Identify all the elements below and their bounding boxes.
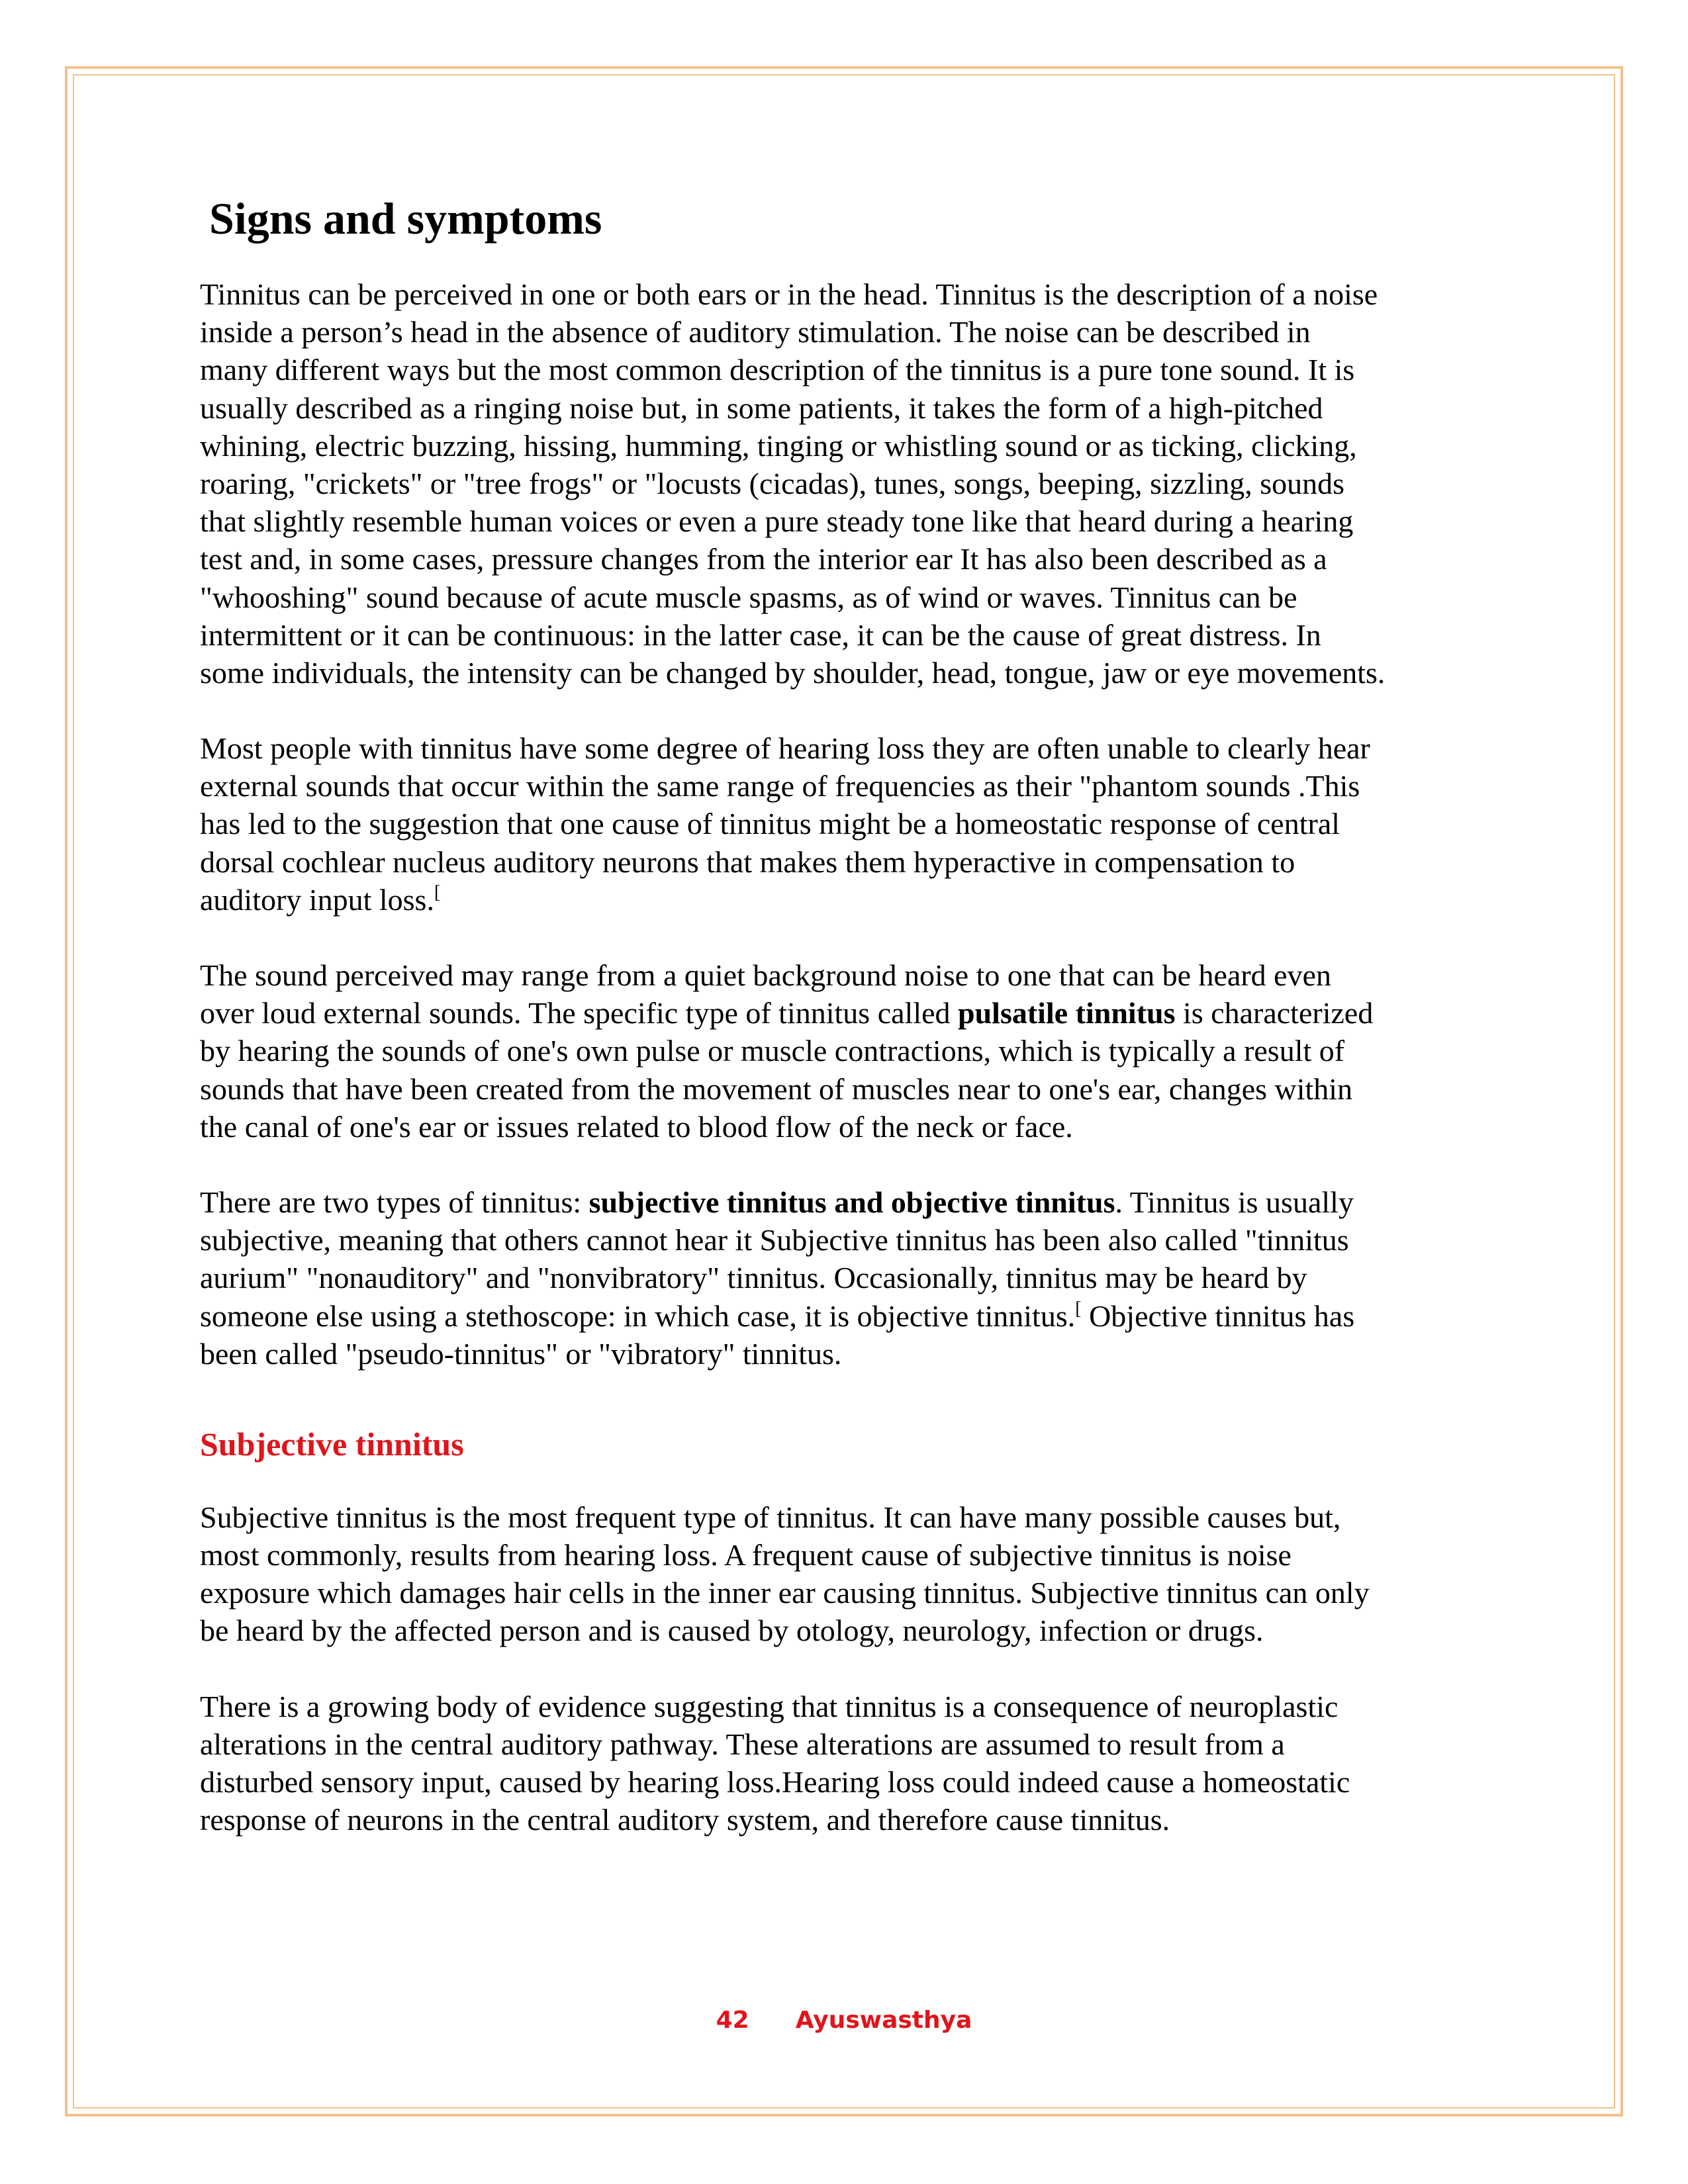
text-line [200,1297,1524,1335]
text-segment: auditory input loss. [200,882,434,917]
text-line: the canal of one's ear or issues related to blood flow of the neck or face. [200,1109,1073,1144]
text-line: many different ways but the most common description of the tinnitus is a pure tone sound. It is [200,353,1355,387]
text-segment: . Tinnitus is usually [1115,1185,1354,1219]
text-line: usually described as a ringing noise but, in some patients, it takes the form of a high-pitched [200,390,1323,425]
text-segment: someone else using a stethoscope: in which case, it is objective tinnitus. [200,1298,1076,1333]
text-line: been called "pseudo-tinnitus" or "vibratory" tinnitus. [200,1336,842,1371]
text-line: exposure which damages hair cells in the inner ear causing tinnitus. Subjective tinnitus can only [200,1576,1370,1610]
text-line: Most people with tinnitus have some degree of hearing loss they are often unable to clearly hear [200,731,1370,766]
paragraph-3 [200,956,1524,1146]
text-line: alterations in the central auditory pathway. These alterations are assumed to result from a [200,1727,1285,1761]
subheading-subjective-tinnitus: Subjective tinnitus [200,1425,464,1463]
paragraph-1 [200,275,1524,692]
citation-mark[interactable]: [ [1075,1298,1082,1319]
text-line: dorsal cochlear nucleus auditory neurons that makes them hyperactive in compensation to [200,844,1295,879]
text-line [200,994,1524,1032]
text-line: "whooshing" sound because of acute muscle spasms, as of wind or waves. Tinnitus can be [200,580,1297,614]
bold-term: pulsatile tinnitus [958,996,1176,1030]
text-line: that slightly resemble human voices or even a pure steady tone like that heard during a hearing [200,504,1354,539]
page-number: 42 [716,2007,749,2034]
text-segment: Objective tinnitus has [1081,1298,1355,1333]
text-segment: is characterized [1175,996,1374,1030]
publication-name: Ayuswasthya [795,2007,972,2034]
text-line: disturbed sensory input, caused by hearing loss.Hearing loss could indeed cause a homeostatic [200,1765,1350,1799]
text-line: test and, in some cases, pressure changes from the interior ear It has also been described as a [200,542,1327,576]
text-line [200,881,1524,919]
paragraph-4 [200,1183,1524,1373]
bold-term: subjective tinnitus and objective tinnitus [588,1185,1115,1219]
text-line: whining, electric buzzing, hissing, humming, tinging or whistling sound or as ticking, clicking, [200,428,1357,463]
text-line: by hearing the sounds of one's own pulse or muscle contractions, which is typically a result of [200,1034,1345,1068]
text-line: Tinnitus can be perceived in one or both ears or in the head. Tinnitus is the description of a noise [200,277,1378,311]
text-segment: over loud external sounds. The specific type of tinnitus called [200,996,959,1030]
text-line: most commonly, results from hearing loss. A frequent cause of subjective tinnitus is noise [200,1538,1291,1572]
text-line: Subjective tinnitus is the most frequent type of tinnitus. It can have many possible causes but, [200,1500,1341,1534]
text-line: external sounds that occur within the same range of frequencies as their "phantom sounds .This [200,769,1360,803]
text-line: subjective, meaning that others cannot hear it Subjective tinnitus has been also called "tinnitus [200,1223,1349,1257]
text-line: aurium" "nonauditory" and "nonvibratory" tinnitus. Occasionally, tinnitus may be heard by [200,1261,1307,1295]
text-line: has led to the suggestion that one cause of tinnitus might be a homeostatic response of central [200,807,1340,841]
text-line: be heard by the affected person and is caused by otology, neurology, infection or drugs. [200,1614,1264,1648]
text-line: The sound perceived may range from a quiet background noise to one that can be heard even [200,958,1332,992]
citation-mark[interactable]: [ [434,882,441,903]
text-line: response of neurons in the central auditory system, and therefore cause tinnitus. [200,1803,1170,1837]
text-line: some individuals, the intensity can be changed by shoulder, head, tongue, jaw or eye movements. [200,655,1385,690]
paragraph-2 [200,729,1524,919]
text-line: There is a growing body of evidence suggesting that tinnitus is a consequence of neuroplastic [200,1689,1338,1723]
text-line: roaring, "crickets" or "tree frogs" or "locusts (cicadas), tunes, songs, beeping, sizzling, sounds [200,466,1345,500]
page-footer [0,2007,1688,2034]
text-line: sounds that have been created from the movement of muscles near to one's ear, changes within [200,1071,1353,1106]
text-line [200,1183,1524,1221]
page-content [200,192,1524,1839]
text-line: inside a person’s head in the absence of auditory stimulation. The noise can be described in [200,315,1311,349]
paragraph-5 [200,1498,1524,1650]
paragraph-6 [200,1688,1524,1839]
text-line: intermittent or it can be continuous: in the latter case, it can be the cause of great distress. In [200,617,1321,652]
section-heading: Signs and symptoms [209,193,602,244]
text-segment: There are two types of tinnitus: [200,1185,589,1219]
